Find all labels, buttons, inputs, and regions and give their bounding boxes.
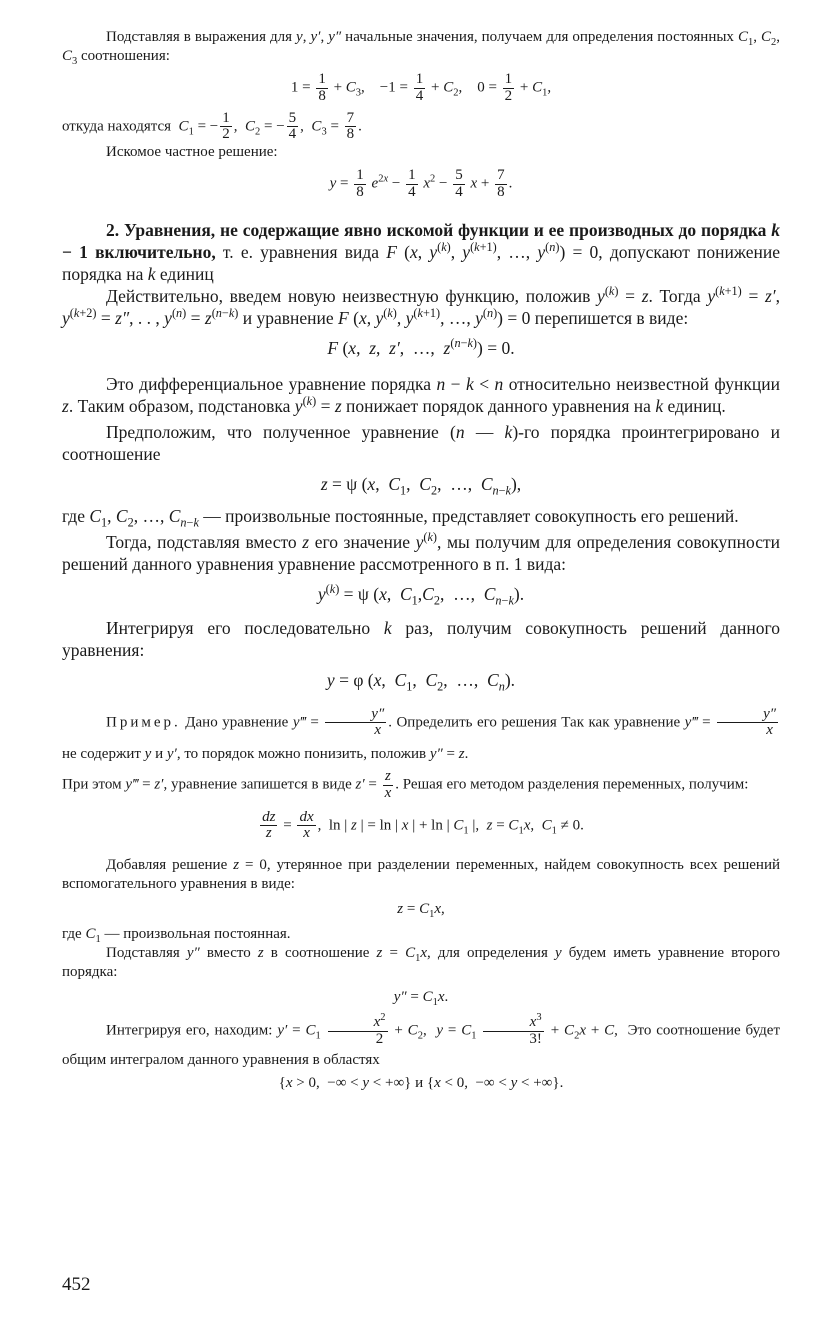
paragraph-order-reduction: Это дифференциальное уравнение порядка n − k < n относительно неизвестной функции z. Таким образом, подстановка $y^{(k)} = z$ понижает порядок данного уравнения на k единиц. — [62, 373, 780, 416]
paragraph-substitute-back: Тогда, подставляя вместо z его значение $y^{(k)}$, мы получим для определения совокупности решений данного уравнения уравнение рассмотренного в п. 1 вида: — [62, 529, 780, 574]
paragraph-integrate-k-times: Интегрируя его последовательно k раз, получим совокупность решений данного уравнения: — [62, 617, 781, 660]
paragraph-constants-found: откуда находятся $C_1$ = − $\frac{1}{2}$ , $C_2$ = − $\frac{5}{4}$ , $C_3$ = $\frac{7}{8}$ . — [62, 109, 362, 143]
example-statement: Пример. Дано уравнение y‴ = $\frac{y''}{x}$ . Определить его решения Так как уравнение y‴ = $\frac{y''}{x}$ не содержит y и y′, то порядок можно понизить, положив y″ = z. — [62, 705, 777, 762]
example-equation-z: $z = C_1x$, — [397, 901, 445, 920]
equation-yk-solution: $y^{(k)} = \psi$ (x, $C_1,C_2$, …, $C_{n-k}$). — [317, 581, 525, 607]
example-second-order: Подставляя y″ вместо z в соотношение $z = C_1x$, для определения y будем иметь уравнение второго порядка: — [62, 945, 780, 980]
paragraph-integrated-assumption: Предположим, что полученное уравнение (n — k)-го порядка проинтегрировано и соотношение — [62, 421, 780, 464]
equation-particular-solution: y = $\frac{1}{8}$ $e^{2x}$ − $\frac{1}{4}$ $x^2$ − $\frac{5}{4}$ x + $\frac{7}{8}$ . — [329, 167, 513, 200]
example-add-zero-solution: Добавляя решение z = 0, утерянное при разделении переменных, найдем совокупность всех решений вспомогательного уравнения в виде: — [62, 857, 780, 892]
example-equation-log: $\frac{dz}{z}$ = $\frac{dx}{x}$ , ln | z | = ln | x | + ln | $C_1$ |, $z = C_1x$, $C_1 \ne 0$. — [262, 808, 584, 842]
paragraph-initial-values: Подставляя в выражения для y, y′, y″ начальные значения, получаем для определения постоянных $C_1$, $C_2$, $C_3$ соотношения: — [62, 29, 781, 67]
equation-general-solution: y = φ (x, $C_1$, $C_2$, …, $C_n$). — [326, 669, 516, 693]
equation-z-solution: z = ψ (x, $C_1$, $C_2$, …, $C_{n-k}$), — [320, 473, 522, 497]
example-integration: Интегрируя его, находим: $y' = C_1$ $\frac{x^2}{2}$ + $C_2$, $y = C_1$ $\frac{x^3}{3!}$ + $C_2x + C$, Это соотношение будет общим интегралом данного уравнения в областях — [62, 1012, 781, 1068]
paragraph-substitution: Действительно, введем новую неизвестную функцию, положив $y^{(k)} = z$. Тогда $y^{(k+1)} = z'$, $y^{(k+2)} = z''$, . . , $y^{(n)} = z^{(n-k)}$ и уравнение F (x, $y^{(k)}$, $y^{(k+1)}$, …, $y^{(n)}) = 0$ перепишется в виде: — [62, 283, 781, 328]
page-number: 452 — [62, 1274, 91, 1295]
paragraph-particular-solution: Искомое частное решение: — [106, 144, 278, 160]
example-equation-ypp: $y'' = C_1x$. — [393, 989, 449, 1008]
page-body — [62, 28, 780, 1093]
paragraph-arbitrary-constants: где $C_1$, $C_2$, …, $C_{n-k}$ — произвольные постоянные, представляет совокупность его решений. — [62, 505, 739, 529]
equation-constants-relations: 1 = $\frac{1}{8}$ + $C_3$, −1 = $\frac{1}{4}$ + $C_2$, 0 = $\frac{1}{2}$ + $C_1$, — [290, 71, 552, 104]
equation-reduced-form: F (x, z, z′, …, $z^{(n-k)}) = 0$. — [327, 335, 515, 358]
example-separation: При этом y‴ = z′, уравнение запишется в виде z′ = $\frac{z}{x}$ . Решая его методом разделения переменных, получим: — [62, 768, 749, 801]
section-2-heading: 2. Уравнения, не содержащие явно искомой функции и ее производных до порядка k − 1 включительно, т. е. уравнения вида F (x, $y^{(k)}$, $y^{(k+1)}$, …, $y^{(n)}) = 0$, допускают понижение порядка на k единиц — [62, 219, 781, 284]
example-arbitrary-constant: где $C_1$ — произвольная постоянная. — [62, 926, 291, 945]
example-domains: {x > 0, −∞ < y < +∞} и {x < 0, −∞ < y < +∞}. — [278, 1074, 564, 1091]
